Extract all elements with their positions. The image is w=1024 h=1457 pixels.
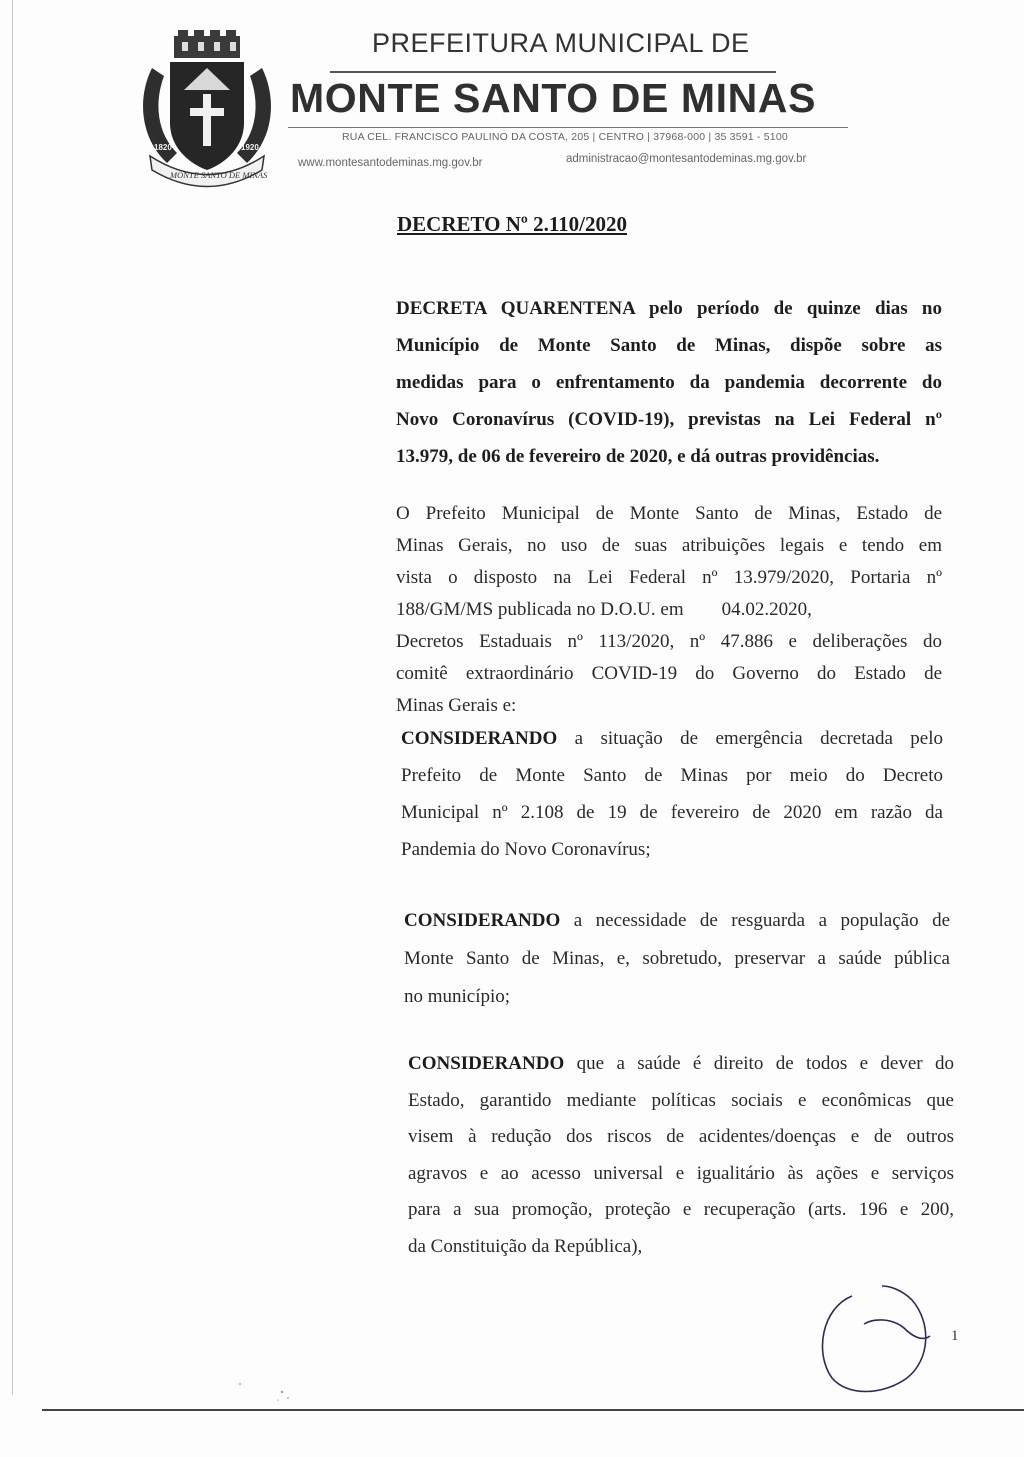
svg-text:MONTE SANTO DE MINAS: MONTE SANTO DE MINAS [170, 170, 268, 180]
decree-title: DECRETO Nº 2.110/2020 [397, 212, 627, 236]
signature-mark-icon [812, 1278, 942, 1398]
ementa-line: DECRETA QUARENTENA pelo período de quinze dias no [396, 298, 942, 319]
considerando-text: que a saúde é direito de todos e dever do [564, 1053, 954, 1074]
header-email: administracao@montesantodeminas.mg.gov.br [566, 153, 807, 165]
header-rule [288, 127, 848, 128]
ementa-line: Município de Monte Santo de Minas, dispõe sobre as [396, 335, 942, 356]
preamble-line: comitê extraordinário COVID-19 do Governo do Estado de [396, 663, 942, 684]
header-address: RUA CEL. FRANCISCO PAULINO DA COSTA, 205 | CENTRO | 37968-000 | 35 3591 - 5100 [342, 131, 788, 143]
considerando-label: CONSIDERANDO [404, 910, 561, 931]
considerando-label: CONSIDERANDO [408, 1053, 565, 1074]
preamble-line: vista o disposto na Lei Federal nº 13.979/2020, Portaria nº [396, 567, 942, 588]
page-number: 1 [951, 1328, 959, 1344]
considerando-line: Estado, garantido mediante políticas sociais e econômicas que [408, 1089, 954, 1111]
ementa-line: 13.979, de 06 de fevereiro de 2020, e dá outras providências. [396, 446, 880, 467]
considerando-line [401, 720, 943, 757]
considerando-line: no município; [404, 986, 511, 1007]
considerando-line [404, 902, 950, 940]
municipal-crest-icon [132, 28, 282, 188]
considerando-text: a situação de emergência decretada pelo [557, 728, 943, 749]
considerando-line [408, 1046, 954, 1083]
preamble-line: Minas Gerais, no uso de suas atribuições legais e tendo em [396, 535, 942, 556]
considerando-text: a necessidade de resguarda a população de [560, 910, 950, 931]
considerando-line: para a sua promoção, proteção e recuperação (arts. 196 e 200, [408, 1199, 954, 1220]
svg-text:1920: 1920 [241, 143, 259, 152]
considerando-paragraph-3 [408, 1046, 954, 1265]
header-divider [330, 71, 776, 73]
preamble-line: Decretos Estaduais nº 113/2020, nº 47.886 e deliberações do [396, 631, 942, 652]
scan-edge-line [12, 0, 13, 1395]
considerando-line: agravos e ao acesso universal e igualitário às ações e serviços [408, 1162, 954, 1184]
ementa-line: medidas para o enfrentamento da pandemia decorrente do [396, 372, 942, 393]
considerando-line: Monte Santo de Minas, e, sobretudo, preservar a saúde pública [404, 948, 950, 969]
considerando-line: Municipal nº 2.108 de 19 de fevereiro de 2020 em razão da [401, 802, 943, 823]
ementa-line: Novo Coronavírus (COVID-19), previstas na Lei Federal nº [396, 409, 942, 430]
considerando-paragraph-1 [401, 720, 943, 868]
header-municipality-name: MONTE SANTO DE MINAS [290, 75, 817, 121]
considerando-line: visem à redução dos riscos de acidentes/doenças e de outros [408, 1126, 954, 1147]
considerando-line: da Constituição da República), [408, 1235, 643, 1257]
scan-specks [230, 1370, 310, 1410]
preamble-line: 188/GM/MS publicada no D.O.U. em 04.02.2020, [396, 599, 812, 620]
preamble-paragraph [396, 498, 942, 722]
decree-ementa [396, 290, 942, 475]
svg-text:1820: 1820 [154, 143, 172, 152]
considerando-line: Pandemia do Novo Coronavírus; [401, 839, 651, 860]
preamble-line: O Prefeito Municipal de Monte Santo de Minas, Estado de [396, 503, 942, 524]
considerando-paragraph-2 [404, 902, 950, 1016]
preamble-line: Minas Gerais e: [396, 695, 517, 716]
considerando-line: Prefeito de Monte Santo de Minas por meio do Decreto [401, 765, 943, 786]
header-website: www.montesantodeminas.mg.gov.br [298, 157, 483, 169]
header-line-1: PREFEITURA MUNICIPAL DE [372, 28, 750, 58]
footer-rule [42, 1409, 1024, 1411]
considerando-label: CONSIDERANDO [401, 728, 558, 749]
